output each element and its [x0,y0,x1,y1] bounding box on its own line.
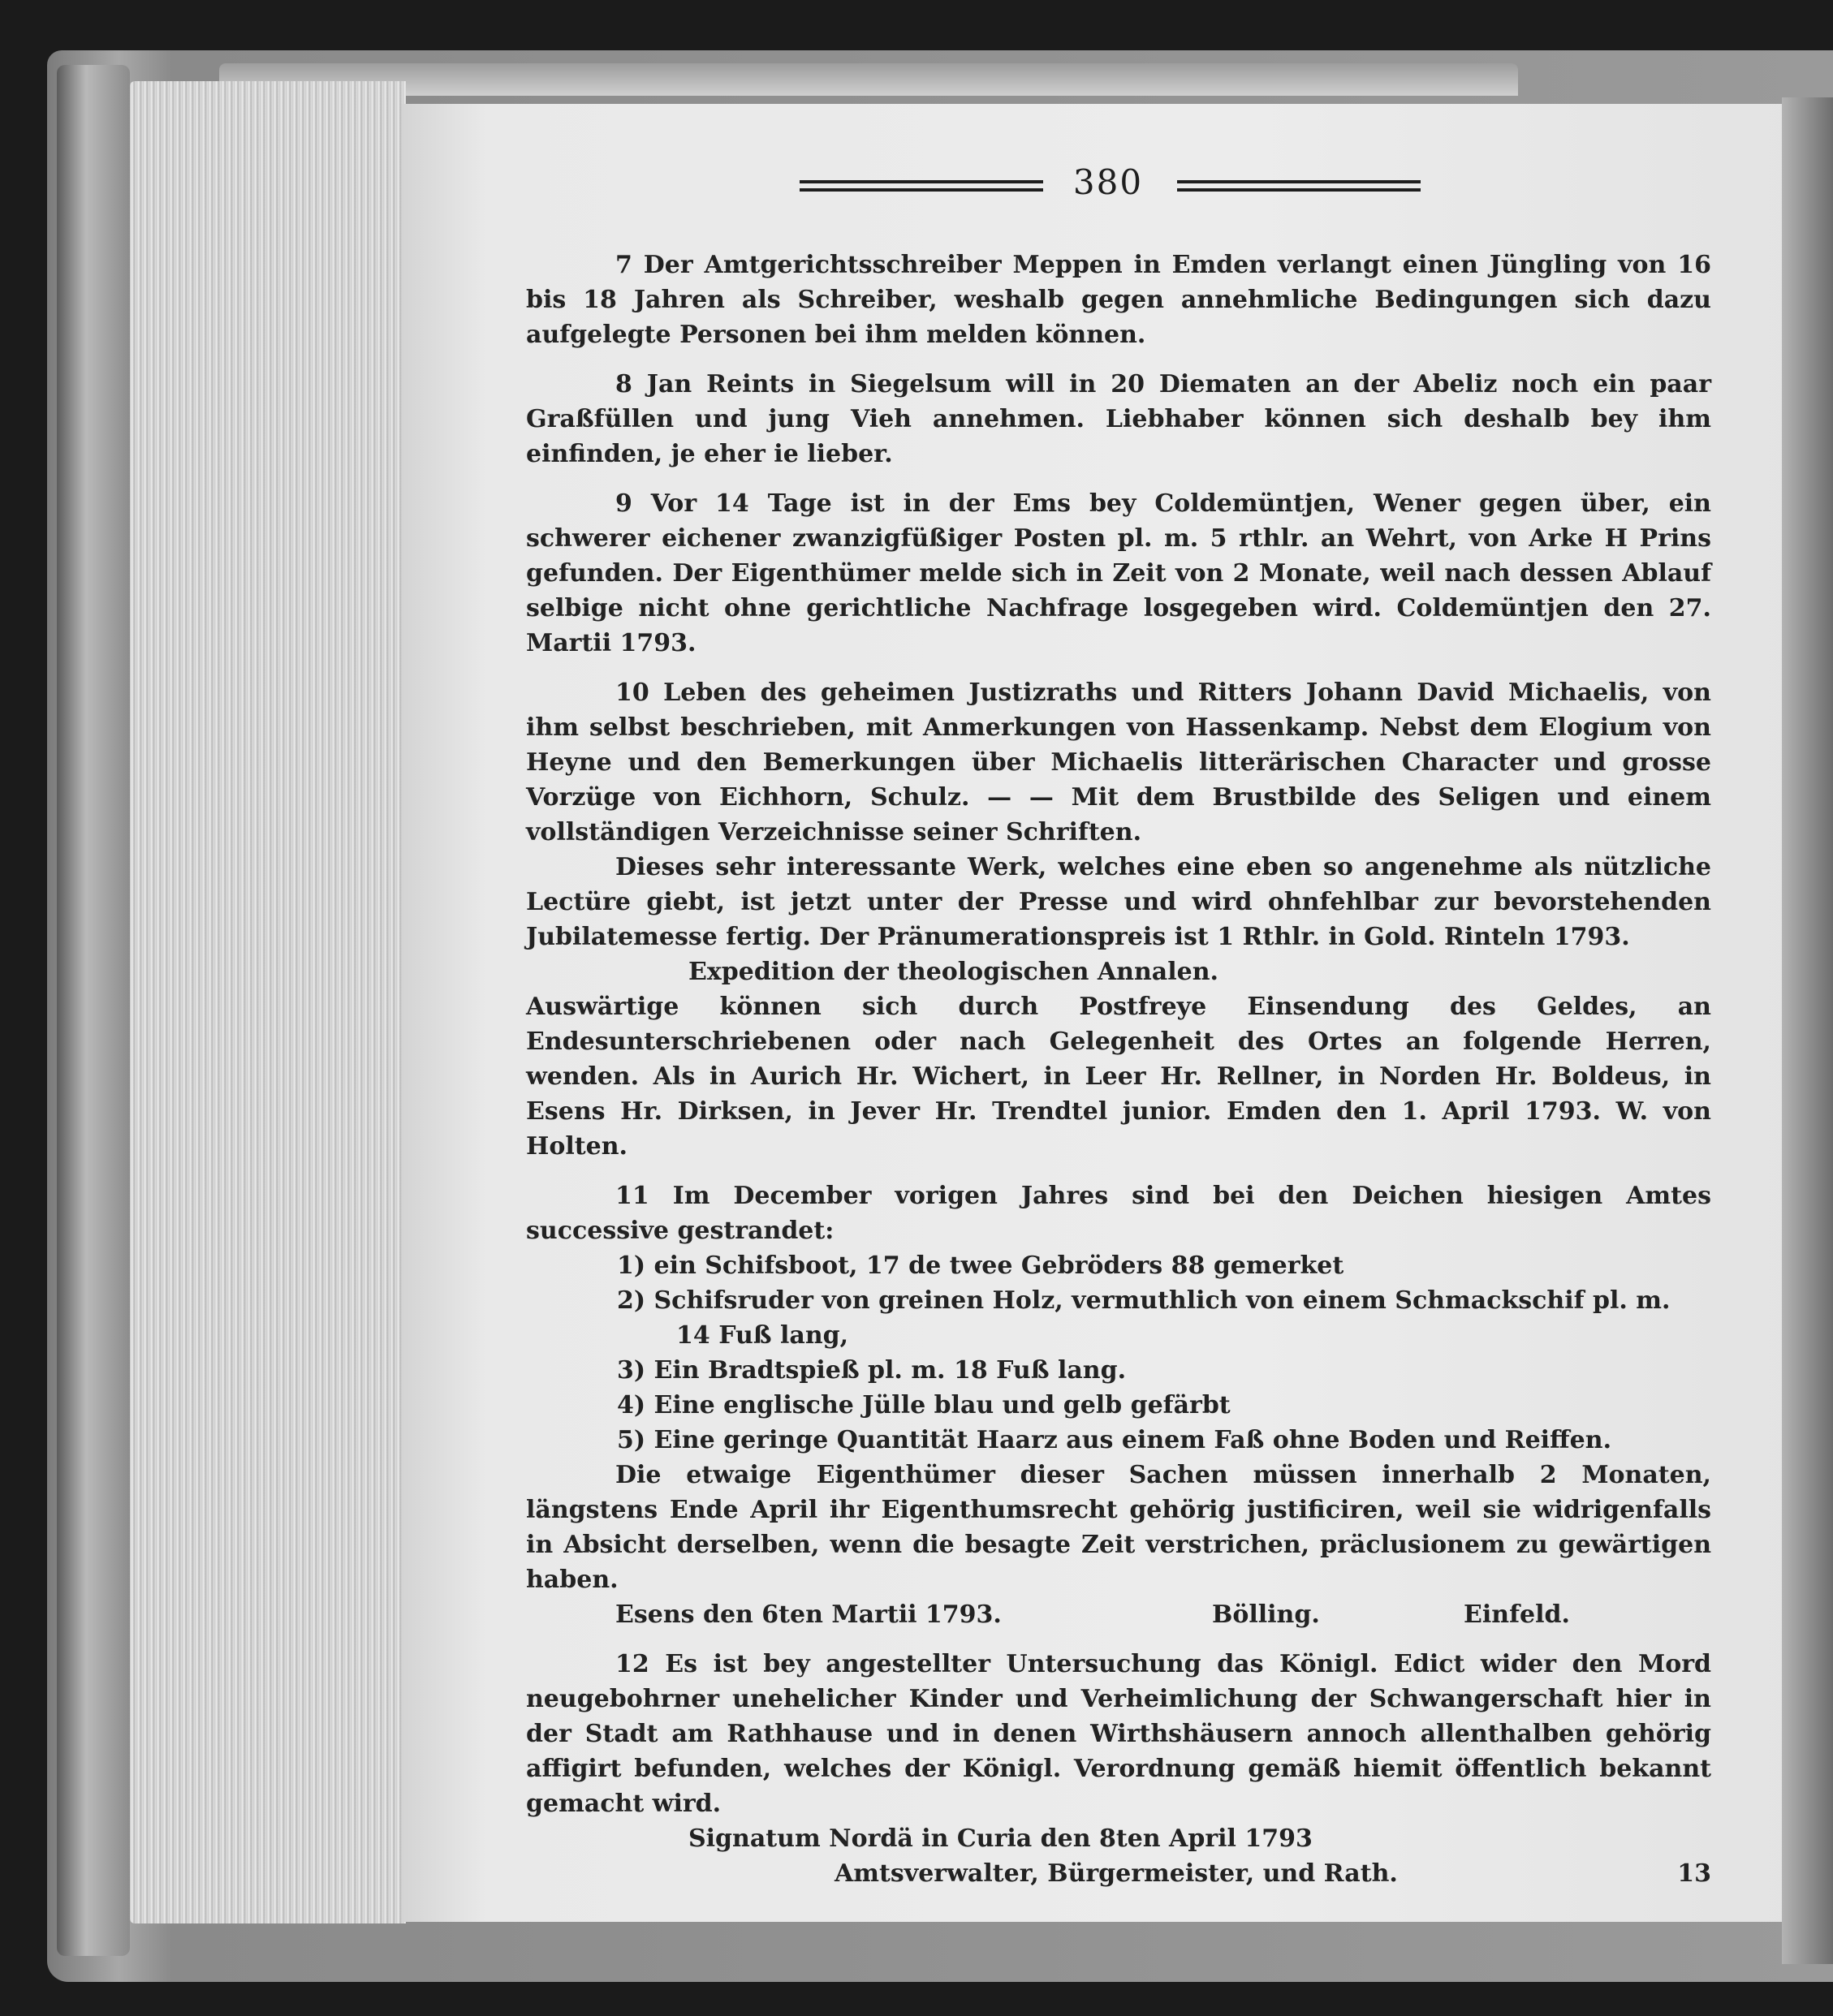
entry-10-subscribers: Auswärtige können sich durch Postfreye Einsendung des Geldes, an Endesunterschriebenen oder nach Gelegenheit des Ortes an folgende Herren, wenden. Als in Aurich Hr. Wichert, in Leer Hr. Rellner, in Norden Hr. Boldeus, in Esens Hr. Dirksen, in Jever Hr. Trendtel junior. Emden den 1. April 1793. W. von Holten. [526,993,1711,1161]
entry-12-text: 12 Es ist bey angestellter Untersuchung das Königl. Edict wider den Mord neugebohrner unehelicher Kinder und Verheimlichung der Schwangerschaft hier in der Stadt am Rathhause und in denen Wirthshäusern annoch allenthalben gehörig affigirt befunden, welches der Königl. Verordnung gemäß hiemit öffentlich bekannt gemacht wird. [526,1650,1711,1818]
footer-signatories: Amtsverwalter, Bürgermeister, und Rath. [835,1859,1398,1888]
catchword: 13 [1677,1859,1711,1888]
list-item: 4) Eine englische Jülle blau und gelb gefärbt [617,1391,1231,1419]
right-binding-edge [1782,97,1833,1964]
entry-7-text: 7 Der Amtgerichtsschreiber Meppen in Emden verlangt einen Jüngling von 16 bis 18 Jahren als Schreiber, weshalb gegen annehmliche Bedingungen sich dazu aufgelegte Personen bei ihm melden können. [526,251,1711,349]
entry-11 [526,1178,1711,1632]
entry-10-text: 10 Leben des geheimen Justizraths und Ritters Johann David Michaelis, von ihm selbst beschrieben, mit Anmerkungen von Hassenkamp. Nebst dem Elogium von Heyne und den Bemerkungen über Michaelis litterärischen Character und grosse Vorzüge von Eichhorn, Schulz. — — Mit dem Brustbilde des Seligen und einem vollständigen Verzeichnisse seiner Schriften. [526,678,1711,846]
header-rule-right [1177,180,1421,192]
entry-12-signatum: Signatum Nordä in Curia den 8ten April 1793 [688,1824,1313,1853]
entry-12 [526,1647,1711,1891]
page-edges [130,81,406,1923]
entry-10-announcement: Dieses sehr interessante Werk, welches eine eben so angenehme als nützliche Lectüre giebt, ist jetzt unter der Presse und wird ohnfehlbar zur bevorstehenden Jubilatemesse fertig. Der Pränumerationspreis ist 1 Rthlr. in Gold. Rinteln 1793. [526,853,1711,951]
entry-11-signature [526,1597,1711,1632]
entry-10-publisher: Expedition der theologischen Annalen. [688,958,1218,986]
page-stack-top [219,63,1518,96]
header-rule-left [800,180,1043,192]
entry-8 [526,367,1711,472]
entry-11-closing: Die etwaige Eigenthümer dieser Sachen müssen innerhalb 2 Monaten, längstens Ende April ihr Eigenthumsrecht gehörig justificiren, weil sie widrigenfalls in Absicht derselben, wenn die besagte Zeit verstrichen, präclusionem zu gewärtigen haben. [526,1461,1711,1594]
entry-9-text: 9 Vor 14 Tage ist in der Ems bey Coldemüntjen, Wener gegen über, ein schwerer eichener zwanzigfüßiger Posten pl. m. 5 rthlr. an Wehrt, von Arke H Prins gefunden. Der Eigenthümer melde sich in Zeit von 2 Monate, weil nach dessen Ablauf selbige nicht ohne gerichtliche Nachfrage losgegeben wird. Coldemüntjen den 27. Martii 1793. [526,489,1711,657]
page-text [526,248,1711,1906]
entry-11-item-list [526,1248,1711,1458]
list-item: 1) ein Schifsboot, 17 de twee Gebröders 88 gemerket [617,1251,1344,1280]
page-header [800,162,1421,211]
entry-11-intro: 11 Im December vorigen Jahres sind bei den Deichen hiesigen Amtes successive gestrandet: [526,1182,1711,1245]
book-spine-edge [57,65,130,1956]
list-item: 2) Schifsruder von greinen Holz, vermuthlich von einem Schmackschif pl. m. [617,1286,1671,1315]
entry-12-footer [526,1856,1711,1891]
list-item: 5) Eine geringe Quantität Haarz aus einem Faß ohne Boden und Reiffen. [617,1426,1612,1454]
entry-10 [526,675,1711,1164]
entry-8-text: 8 Jan Reints in Siegelsum will in 20 Diematen an der Abeliz noch ein paar Graßfüllen und jung Vieh annehmen. Liebhaber können sich deshalb bey ihm einfinden, je eher ie lieber. [526,370,1711,468]
list-item: 3) Ein Bradtspieß pl. m. 18 Fuß lang. [617,1356,1127,1385]
signature-name: Bölling. [1212,1600,1320,1629]
page-number: 380 [1072,162,1144,202]
list-item: 14 Fuß lang, [676,1321,849,1350]
signature-place-date: Esens den 6ten Martii 1793. [615,1600,1002,1629]
signature-name: Einfeld. [1464,1600,1570,1629]
entry-9 [526,486,1711,661]
entry-7 [526,248,1711,352]
